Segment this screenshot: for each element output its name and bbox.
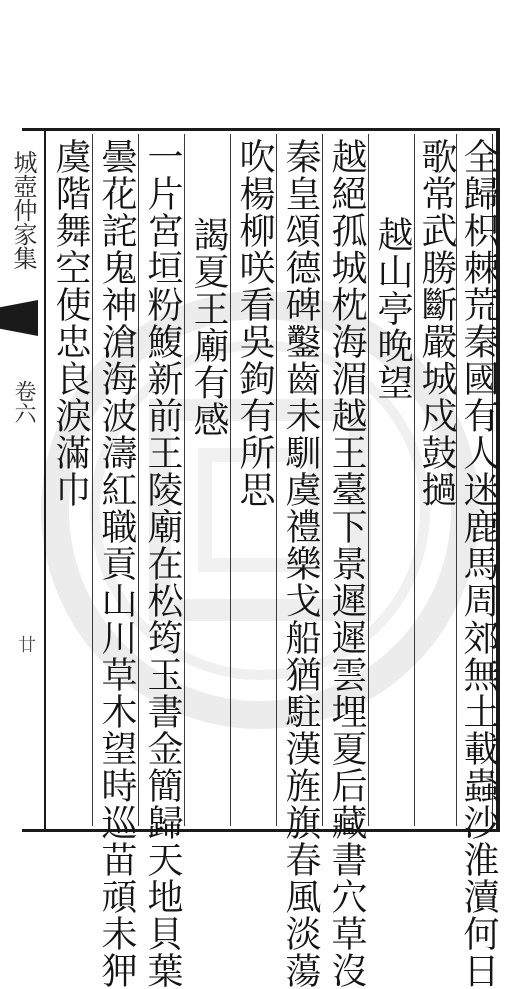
column-rule (322, 134, 323, 826)
poem-title-yueshanting: 越山亭晚望 (372, 216, 413, 401)
column-rule (138, 134, 139, 826)
column-rule (184, 134, 185, 826)
text-column-1: 全歸枳棘荒秦國有人迷鹿馬周郊無土載蟲沙淮瀆何日 (458, 138, 499, 989)
poem-title-xiawangmiao: 謁夏王廟有感 (188, 216, 229, 438)
column-rule (230, 134, 231, 826)
text-column-9: 曇花詫鬼神滄海波濤紅職貢山川草木望時巡苗頑未狎 (96, 138, 137, 989)
text-column-2: 歌常武勝斷嚴城戍鼓撾 (416, 138, 457, 508)
text-column-10: 虞階舞空使忠良淚滿巾 (50, 138, 91, 508)
text-column-6: 吹楊柳咲看吳鉤有所思 (234, 138, 275, 508)
column-rule (92, 134, 93, 826)
column-rule (368, 134, 369, 826)
gutter-volume: 卷六 (11, 380, 36, 424)
column-rule (276, 134, 277, 826)
text-column-5: 秦皇頌德碑鑿齒未馴虞禮樂戈船猶駐漢旌旗春風淡蕩 (280, 138, 321, 989)
gutter-folio: 廿 (15, 635, 36, 653)
gutter-title: 城壺仲家集 (9, 150, 37, 270)
text-column-4: 越絕孤城枕海湄越王臺下景遲遲雲埋夏后藏書穴草沒 (326, 138, 367, 989)
text-column-8: 一片宮垣粉鰒新前王陵廟在松筠玉書金簡歸天地貝葉 (142, 138, 183, 989)
